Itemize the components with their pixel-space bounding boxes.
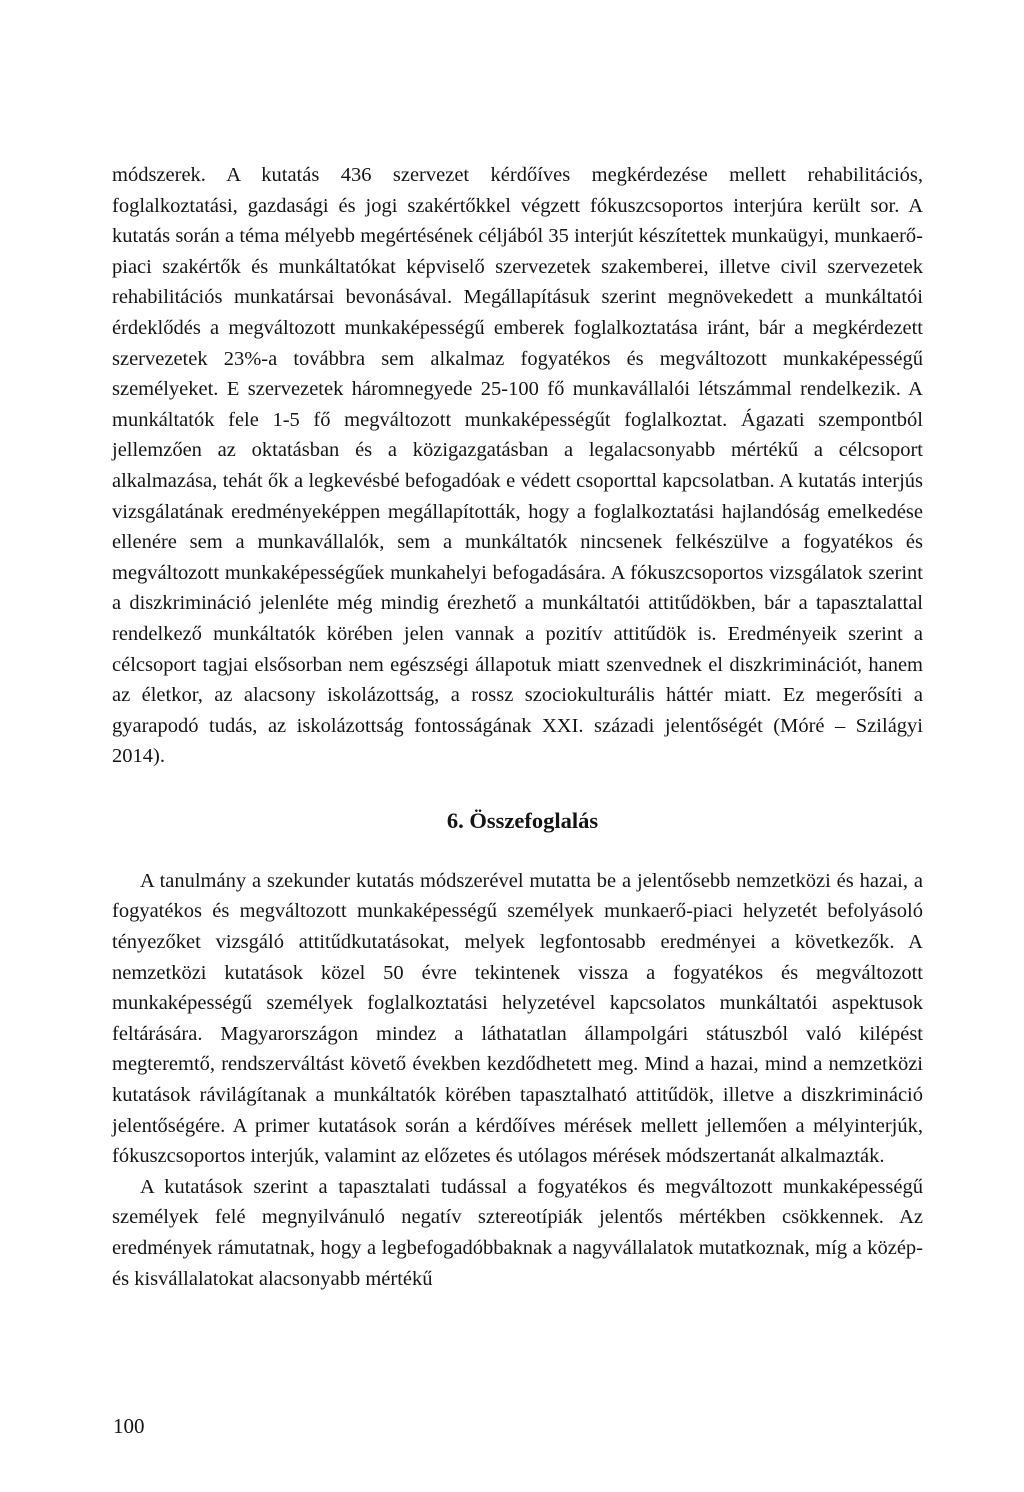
page-number: 100 (113, 1414, 145, 1438)
body-paragraph-1: módszerek. A kutatás 436 szervezet kérdőíves megkérdezése mellett rehabilitációs, foglalkoztatási, gazdasági és jogi szakértőkkel végzett fókuszcsoportos interjúra került sor. A kutatás során a téma mélyebb megértésének céljából 35 interjút készítettek munkaügyi, munkaerő-piaci szakértők és munkáltatókat képviselő szervezetek szakemberei, illetve civil szervezetek rehabilitációs munkatársai bevonásával. Megállapításuk szerint megnövekedett a munkáltatói érdeklődés a megváltozott munkaképességű emberek foglalkoztatása iránt, bár a megkérdezett szervezetek 23%-a továbbra sem alkalmaz fogyatékos és megváltozott munkaképességű személyeket. E szervezetek háromnegyede 25-100 fő munkavállalói létszámmal rendelkezik. A munkáltatók fele 1-5 fő megváltozott munkaképességűt foglalkoztat. Ágazati szempontból jellemzően az oktatásban és a közigazgatásban a legalacsonyabb mértékű a célcsoport alkalmazása, tehát ők a legkevésbé befogadóak e védett csoporttal kapcsolatban. A kutatás interjús vizsgálatának eredményeképpen megállapították, hogy a foglalkoztatási hajlandóság emelkedése ellenére sem a munkavállalók, sem a munkáltatók nincsenek felkészülve a fogyatékos és megváltozott munkaképességűek munkahelyi befogadására. A fókuszcsoportos vizsgálatok szerint a diszkrimináció jelenléte még mindig érezhető a munkáltatói attitűdökben, bár a tapasztalattal rendelkező munkáltatók körében jelen vannak a pozitív attitűdök is. Eredményeik szerint a célcsoport tagjai elsősorban nem egészségi állapotuk miatt szenvednek el diszkriminációt, hanem az életkor, az alacsony iskolázottság, a rossz szociokulturális háttér miatt. Ez megerősíti a gyarapodó tudás, az iskolázottság fontosságának XXI. századi jelentőségét (Móré – Szilágyi 2014). (112, 164, 923, 768)
body-paragraph-3: A kutatások szerint a tapasztalati tudással a fogyatékos és megváltozott munkaképességű személyek felé megnyilvánuló negatív sztereotípiák jelentős mértékben csökkennek. Az eredmények rámutatnak, hogy a legbefogadóbbaknak a nagyvállalatok mutatkoznak, míg a közép- és kisvállalatokat alacsonyabb mértékű (112, 1175, 923, 1290)
section-heading: 6. Összefoglalás (446, 807, 599, 833)
text-column (112, 160, 923, 1294)
body-paragraph-2: A tanulmány a szekunder kutatás módszerével mutatta be a jelentősebb nemzetközi és hazai, a fogyatékos és megváltozott munkaképességű személyek munkaerő-piaci helyzetét befolyásoló tényezőket vizsgáló attitűdkutatásokat, melyek legfontosabb eredményei a következők. A nemzetközi kutatások közel 50 évre tekintenek vissza a fogyatékos és megváltozott munkaképességű személyek foglalkoztatási helyzetével kapcsolatos munkáltatói aspektusok feltárására. Magyarországon mindez a láthatatlan állampolgári státuszból való kilépést megteremtő, rendszerváltást követő években kezdődhetett meg. Mind a hazai, mind a nemzetközi kutatások rávilágítanak a munkáltatók körében tapasztalható attitűdök, illetve a diszkrimináció jelentőségére. A primer kutatások során a kérdőíves mérések mellett jellemően a mélyinterjúk, fókuszcsoportos interjúk, valamint az előzetes és utólagos mérések módszertanát alkalmazták. (112, 869, 923, 1168)
